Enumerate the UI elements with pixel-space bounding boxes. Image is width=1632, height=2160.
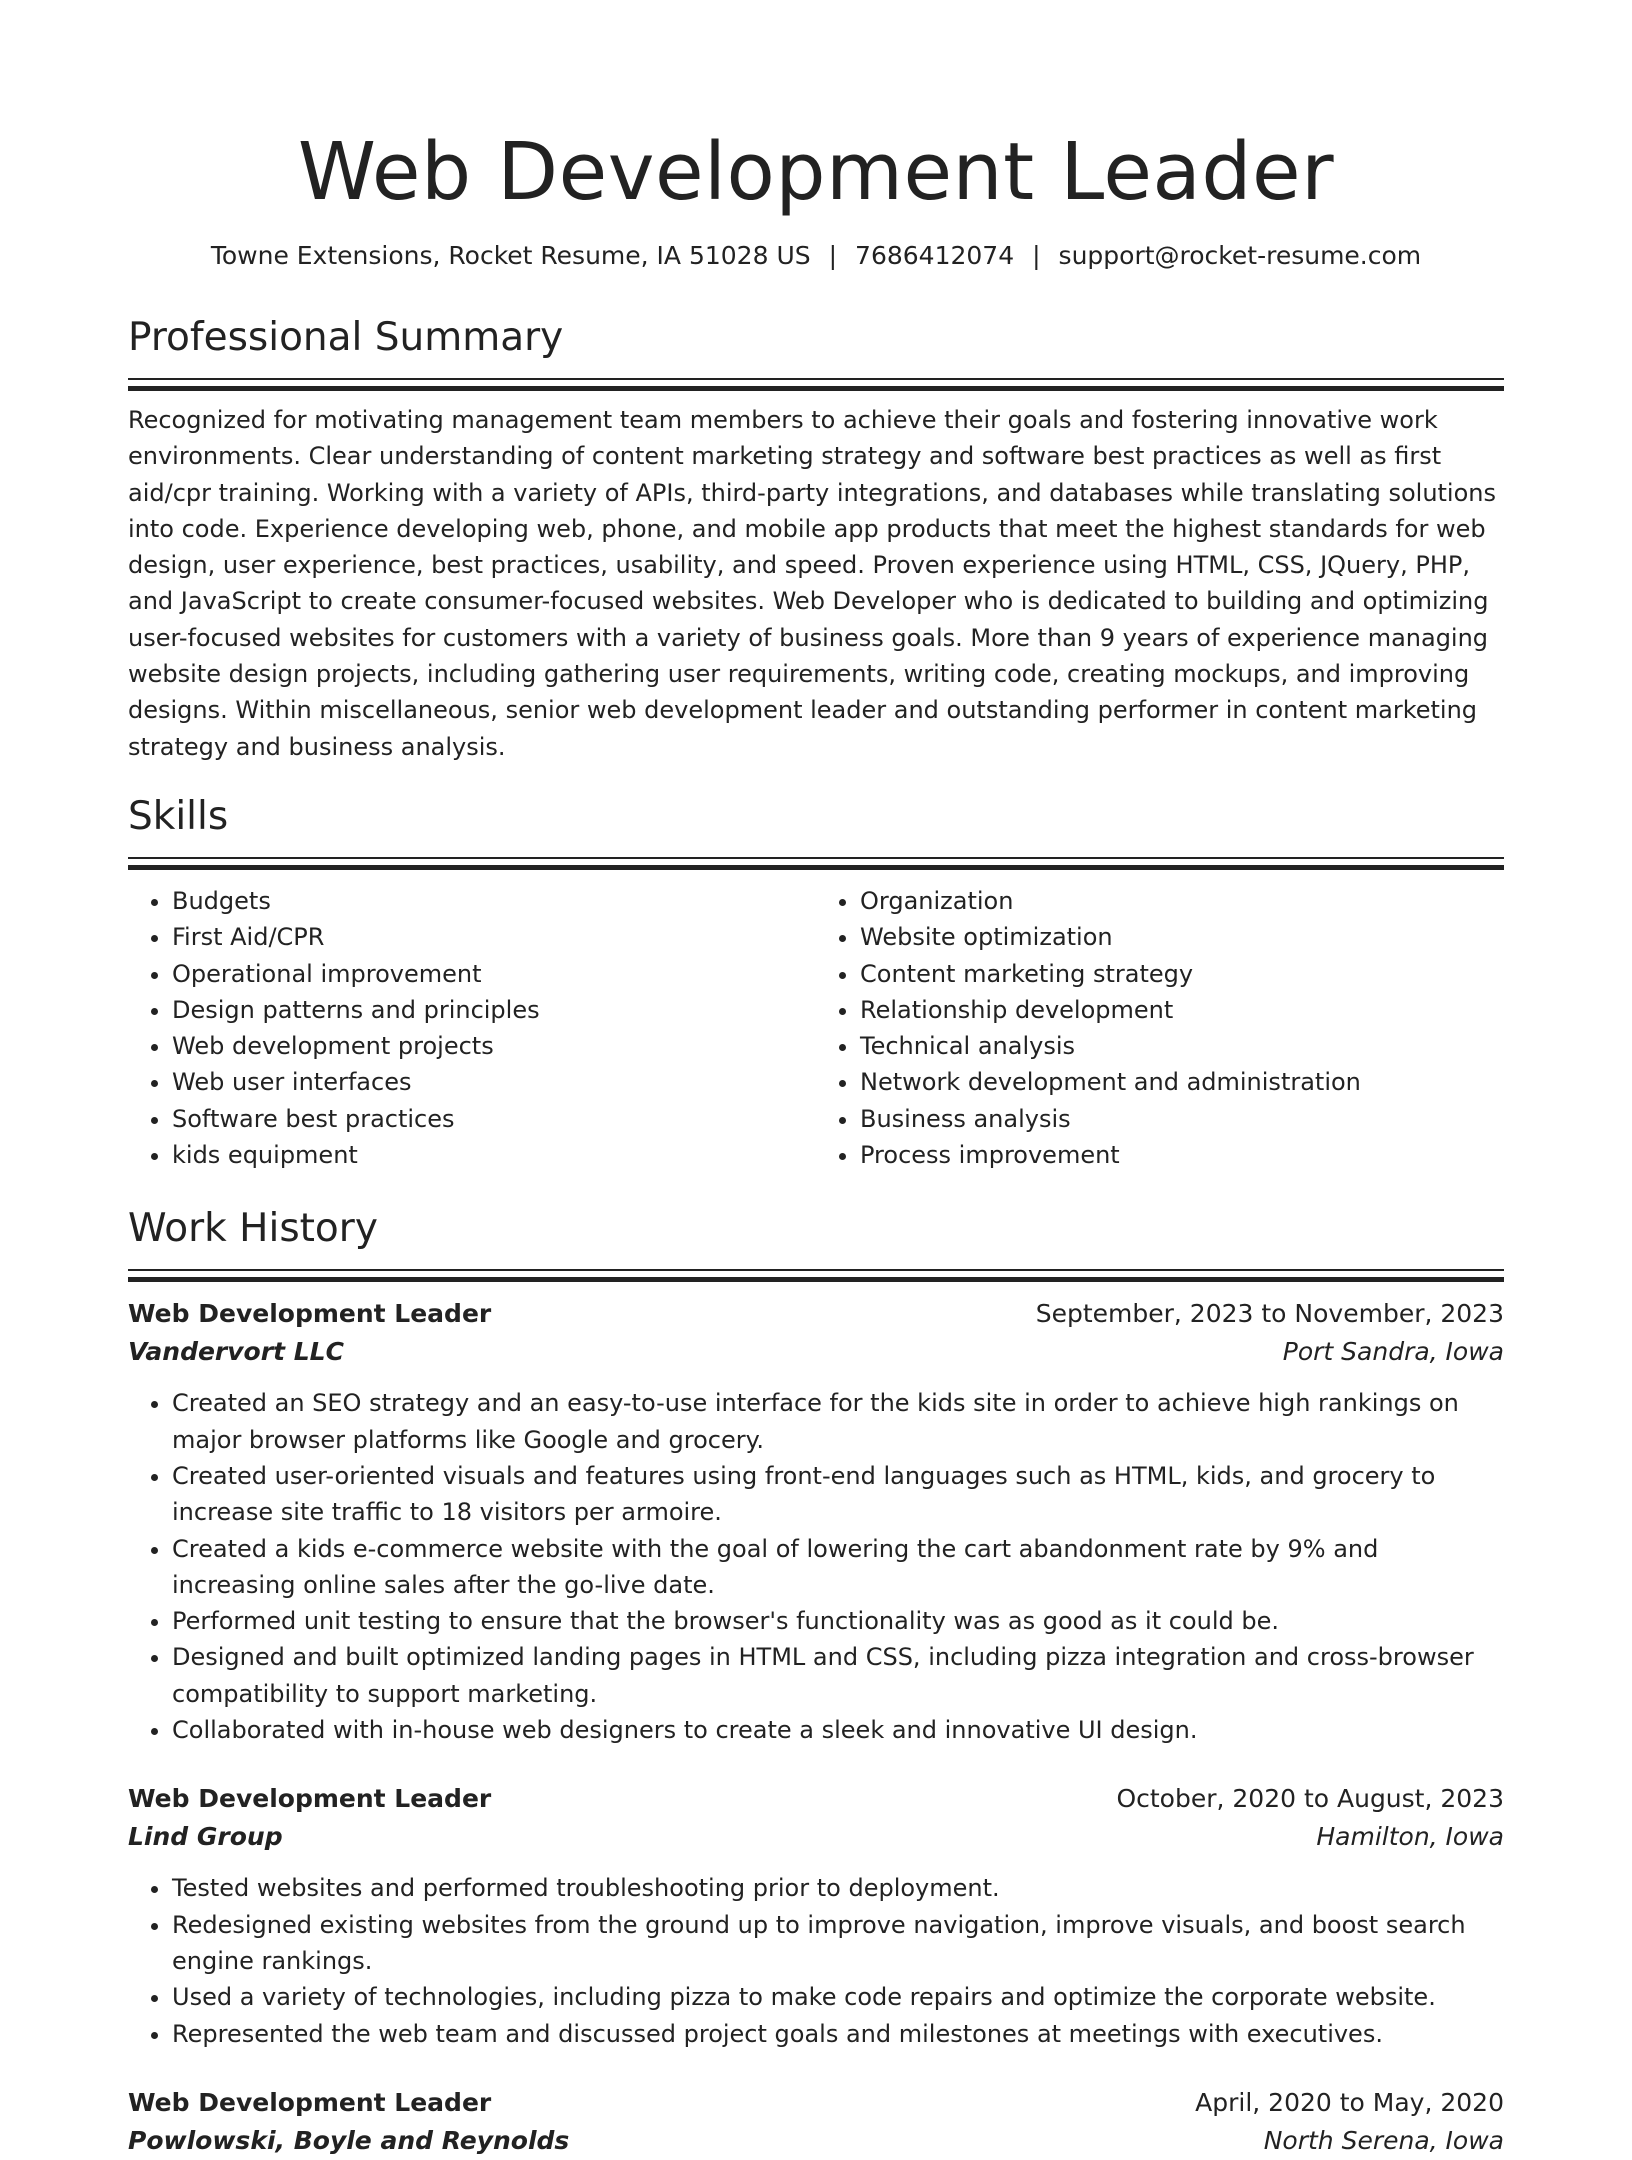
- job-company: Lind Group: [128, 1822, 283, 1852]
- job-bullet: • Represented the web team and discussed project goals and milestones at meetings with executives.: [172, 2016, 1504, 2052]
- skill-item: • kids equipment: [172, 1137, 816, 1173]
- job-title: Web Development Leader: [128, 1299, 492, 1329]
- job-header: [128, 1295, 1504, 1333]
- skill-item: • Organization: [860, 883, 1504, 919]
- job-bullet: • Created an SEO strategy and an easy-to-use interface for the kids site in order to achieve high rankings on major browser platforms like Google and grocery.: [172, 1385, 1504, 1458]
- skill-item: • Network development and administration: [860, 1064, 1504, 1100]
- job-title: Web Development Leader: [128, 2087, 492, 2117]
- job-subheader: [128, 1333, 1504, 1371]
- section-title-skills: Skills: [128, 793, 229, 839]
- section-divider: [128, 857, 1504, 869]
- contact-email[interactable]: support@rocket-resume.com: [1058, 241, 1422, 270]
- skill-item: • Design patterns and principles: [172, 992, 816, 1028]
- skill-item: • Software best practices: [172, 1101, 816, 1137]
- skills-columns: [128, 883, 1504, 1173]
- resume-page: [128, 0, 1504, 2160]
- job-bullet: • Collaborated with in-house web designers to create a sleek and innovative UI design.: [172, 1712, 1504, 1748]
- job-bullet: • Designed and built optimized landing pages in HTML and CSS, including pizza integration and cross-browser compatibility to support marketing.: [172, 1639, 1504, 1712]
- job-subheader: [128, 2122, 1504, 2160]
- skill-item: • Budgets: [172, 883, 816, 919]
- job-entry: [128, 2084, 1504, 2160]
- job-bullet: • Used a variety of technologies, including pizza to make code repairs and optimize the corporate website.: [172, 1979, 1504, 2015]
- section-title-summary: Professional Summary: [128, 315, 564, 360]
- work-history-section: [128, 1203, 1504, 2159]
- skills-list-right: [816, 883, 1504, 1173]
- job-bullets: [128, 1870, 1504, 2051]
- contact-separator: |: [828, 241, 838, 270]
- skill-item: • Website optimization: [860, 919, 1504, 955]
- job-company: Vandervort LLC: [128, 1337, 344, 1367]
- job-header: [128, 2084, 1504, 2122]
- skills-list-left: [128, 883, 816, 1173]
- skill-item: • Operational improvement: [172, 956, 816, 992]
- job-bullet: • Tested websites and performed troubleshooting prior to deployment.: [172, 1870, 1504, 1906]
- job-dates: April, 2020 to May, 2020: [1195, 2087, 1504, 2117]
- skill-item: • First Aid/CPR: [172, 919, 816, 955]
- job-title: Web Development Leader: [128, 1784, 492, 1814]
- job-company: Powlowski, Boyle and Reynolds: [128, 2125, 570, 2155]
- skill-item: • Business analysis: [860, 1101, 1504, 1137]
- section-title-work: Work History: [128, 1206, 378, 1252]
- job-dates: October, 2020 to August, 2023: [1116, 1784, 1504, 1814]
- job-entry: [128, 1780, 1504, 2051]
- job-bullet: • Performed unit testing to ensure that the browser's functionality was as good as it could be.: [172, 1603, 1504, 1639]
- job-header: [128, 1780, 1504, 1818]
- skill-item: • Web user interfaces: [172, 1064, 816, 1100]
- job-subheader: [128, 1818, 1504, 1856]
- skill-item: • Process improvement: [860, 1137, 1504, 1173]
- contact-line: [128, 240, 1504, 272]
- skills-section: [128, 791, 1504, 1173]
- skill-item: • Technical analysis: [860, 1028, 1504, 1064]
- job-bullets: [128, 1385, 1504, 1748]
- resume-name: Web Development Leader: [297, 126, 1335, 218]
- job-dates: September, 2023 to November, 2023: [1035, 1299, 1504, 1329]
- skill-item: • Relationship development: [860, 992, 1504, 1028]
- job-entry: [128, 1295, 1504, 1748]
- skill-item: • Content marketing strategy: [860, 956, 1504, 992]
- summary-text: Recognized for motivating management team members to achieve their goals and fostering innovative work environments. Clear understanding of content marketing strategy and software best practices as well as first aid/cpr training. Working with a variety of APIs, third-party integrations, and databases while translating solutions into code. Experience developing web, phone, and mobile app products that meet the highest standards for web design, user experience, best practices, usability, and speed. Proven experience using HTML, CSS, JQuery, PHP, and JavaScript to create consumer-focused websites. Web Developer who is dedicated to building and optimizing user-focused websites for customers with a variety of business goals. More than 9 years of experience managing website design projects, including gathering user requirements, writing code, creating mockups, and improving designs. Within miscellaneous, senior web development leader and outstanding performer in content marketing strategy and business analysis.: [128, 406, 1496, 761]
- job-location: Hamilton, Iowa: [1316, 1822, 1504, 1852]
- section-divider: [128, 1269, 1504, 1281]
- job-bullet: • Created a kids e-commerce website with the goal of lowering the cart abandonment rate by 9% and increasing online sales after the go-live date.: [172, 1531, 1504, 1604]
- summary-section: [128, 312, 1504, 765]
- section-divider: [128, 378, 1504, 390]
- job-bullet: • Redesigned existing websites from the ground up to improve navigation, improve visuals, and boost search engine rankings.: [172, 1907, 1504, 1980]
- job-location: Port Sandra, Iowa: [1282, 1337, 1504, 1367]
- skill-item: • Web development projects: [172, 1028, 816, 1064]
- job-bullet: • Created user-oriented visuals and features using front-end languages such as HTML, kids, and grocery to increase site traffic to 18 visitors per armoire.: [172, 1458, 1504, 1531]
- job-location: North Serena, Iowa: [1263, 2125, 1504, 2155]
- contact-address: Towne Extensions, Rocket Resume, IA 51028 US: [210, 241, 811, 270]
- contact-phone: 7686412074: [855, 241, 1015, 270]
- contact-separator: |: [1032, 241, 1041, 270]
